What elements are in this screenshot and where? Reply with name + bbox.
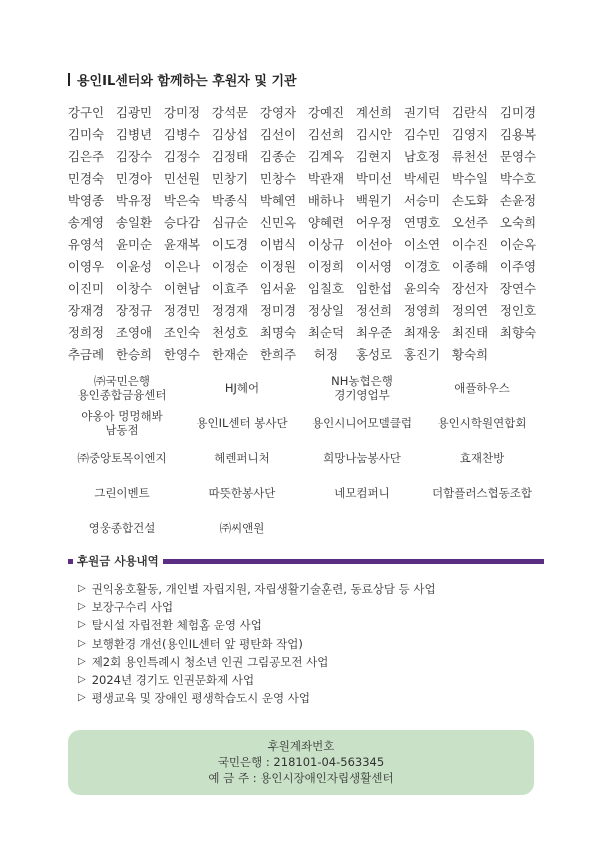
donor-name: 박영종	[67, 193, 105, 208]
donor-name: 박혜연	[259, 193, 297, 208]
donor-name: 천성호	[211, 325, 249, 340]
donor-name: 민경아	[115, 171, 153, 186]
donor-name: 박세린	[403, 171, 441, 186]
donor-name: 김종순	[259, 149, 297, 164]
organization-name: 용인IL센터 봉사단	[196, 415, 288, 430]
account-box	[68, 730, 534, 795]
donor-name: 조인숙	[163, 325, 201, 340]
donor-name: 임서윤	[259, 281, 297, 296]
donor-name: 승다감	[163, 215, 201, 230]
donor-name: 김영지	[451, 127, 489, 142]
title-bar	[68, 73, 70, 86]
donor-name: 이정희	[307, 259, 345, 274]
triangle-bullet-icon: ▷	[78, 601, 86, 613]
donor-name: 이창수	[115, 281, 153, 296]
account-bank: 국민은행 : 218101-04-563345	[217, 755, 385, 769]
donor-name: 손윤정	[499, 193, 537, 208]
usage-item-text: 2024년 경기도 인권문화제 사업	[91, 673, 255, 688]
donor-name: 정영희	[403, 303, 441, 318]
donor-name: 백원기	[355, 193, 393, 208]
donor-name: 최진태	[451, 325, 489, 340]
donor-name: 이현남	[163, 281, 201, 296]
donor-name: 이종해	[451, 259, 489, 274]
donor-name: 강예진	[307, 105, 345, 120]
donor-name: 신민옥	[259, 215, 297, 230]
usage-item-text: 평생교육 및 장애인 평생학습도시 운영 사업	[91, 691, 310, 706]
donor-name: 송일환	[115, 215, 153, 230]
donor-name: 류천선	[451, 149, 489, 164]
usage-item	[78, 635, 548, 653]
donor-name: 김병수	[163, 127, 201, 142]
organization-name: ㈜중앙토목이엔지	[77, 450, 167, 465]
donor-name: 강영자	[259, 105, 297, 120]
usage-item	[78, 598, 548, 616]
organization-name: 따뜻한봉사단	[208, 485, 276, 500]
usage-list	[78, 580, 548, 707]
organization-name: NH농협은행 경기영업부	[331, 373, 393, 402]
donor-name: 이서영	[355, 259, 393, 274]
organization-name: 애플하우스	[454, 380, 510, 395]
usage-item	[78, 671, 548, 689]
donor-name: 정희정	[67, 325, 105, 340]
donor-name: 박종식	[211, 193, 249, 208]
donor-name: 배하나	[307, 193, 345, 208]
donor-name: 강미정	[163, 105, 201, 120]
donor-name: 김상섭	[211, 127, 249, 142]
donor-name: 김선희	[307, 127, 345, 142]
organization-name: 희망나눔봉사단	[323, 450, 401, 465]
account-title: 후원계좌번호	[267, 739, 335, 753]
donor-name: 추금례	[67, 347, 105, 362]
donor-name: 조영애	[115, 325, 153, 340]
section-title-text: 용인IL센터와 함께하는 후원자 및 기관	[77, 74, 297, 89]
usage-marker	[68, 559, 73, 564]
organization-name: 용인시학원연합회	[437, 415, 527, 430]
donor-name: 윤미순	[115, 237, 153, 252]
donor-name: 김장수	[115, 149, 153, 164]
organization-name: ㈜국민은행 용인종합금융센터	[77, 373, 167, 402]
donor-name: 김정수	[163, 149, 201, 164]
donor-name: 이수진	[451, 237, 489, 252]
donor-name: 한희주	[259, 347, 297, 362]
donor-name: 남호정	[403, 149, 441, 164]
donor-name: 김시안	[355, 127, 393, 142]
donor-name: 윤의숙	[403, 281, 441, 296]
donor-name: 한승희	[115, 347, 153, 362]
usage-item-text: 탈시설 자립전환 체험홈 운영 사업	[91, 618, 262, 633]
organization-name: 야옹아 멍멍해봐 남동점	[81, 408, 163, 437]
organization-name: 그린이벤트	[94, 485, 150, 500]
donor-name: 이진미	[67, 281, 105, 296]
donor-name: 김란식	[451, 105, 489, 120]
donor-name: 박유정	[115, 193, 153, 208]
donor-name: 정경재	[211, 303, 249, 318]
usage-item	[78, 580, 548, 598]
organization-name: 영웅종합건설	[88, 520, 156, 535]
donor-name: 김광민	[115, 105, 153, 120]
usage-title: 후원금 사용내역	[77, 554, 159, 568]
triangle-bullet-icon: ▷	[78, 637, 86, 649]
donor-name: 김현지	[355, 149, 393, 164]
usage-item-text: 권익옹호활동, 개인별 자립지원, 자립생활기술훈련, 동료상담 등 사업	[91, 582, 436, 596]
donor-name: 장정규	[115, 303, 153, 318]
donor-name: 어우정	[355, 215, 393, 230]
donor-name: 민선원	[163, 171, 201, 186]
triangle-bullet-icon: ▷	[78, 655, 86, 667]
donor-name-grid	[62, 104, 542, 364]
donor-name: 강구인	[67, 105, 105, 120]
donor-name: 계선희	[355, 105, 393, 120]
donor-name: 장선자	[451, 281, 489, 296]
donor-name: 임칠호	[307, 281, 345, 296]
donor-name: 이윤성	[115, 259, 153, 274]
triangle-bullet-icon: ▷	[78, 692, 86, 704]
donor-name: 최향숙	[499, 325, 537, 340]
donor-name: 김계옥	[307, 149, 345, 164]
donor-name: 김수민	[403, 127, 441, 142]
organization-name: 헤렌퍼니처	[214, 450, 270, 465]
donor-name: 최우준	[355, 325, 393, 340]
donor-name: 정경민	[163, 303, 201, 318]
donor-name: 민경숙	[67, 171, 105, 186]
donor-name: 김선이	[259, 127, 297, 142]
donor-name: 장연수	[499, 281, 537, 296]
donor-name: 손도화	[451, 193, 489, 208]
donor-name: 오숙희	[499, 215, 537, 230]
donor-name: 정선희	[355, 303, 393, 318]
usage-item	[78, 689, 548, 707]
donor-name: 김은주	[67, 149, 105, 164]
triangle-bullet-icon: ▷	[78, 619, 86, 631]
donor-name: 김병년	[115, 127, 153, 142]
donor-name: 홍진기	[403, 347, 441, 362]
donor-name: 강석문	[211, 105, 249, 120]
donor-name: 양혜련	[307, 215, 345, 230]
donor-name: 이상규	[307, 237, 345, 252]
donor-name: 한재순	[211, 347, 249, 362]
organization-grid	[62, 370, 542, 545]
donor-name: 김정태	[211, 149, 249, 164]
donor-name: 김미숙	[67, 127, 105, 142]
organization-name: 용인시니어모델클럽	[312, 415, 412, 430]
donor-name: 연명호	[403, 215, 441, 230]
usage-item-text: 보행환경 개선(용인IL센터 앞 평탄화 작업)	[91, 636, 303, 651]
triangle-bullet-icon: ▷	[78, 674, 86, 686]
donor-name: 박미선	[355, 171, 393, 186]
donor-name: 이순옥	[499, 237, 537, 252]
donor-name: 민창수	[259, 171, 297, 186]
donor-name: 김미경	[499, 105, 537, 120]
donor-name: 이소연	[403, 237, 441, 252]
donor-name: 황숙희	[451, 347, 489, 362]
donor-name: 민창기	[211, 171, 249, 186]
usage-header	[68, 553, 544, 569]
donor-name: 이정원	[259, 259, 297, 274]
usage-item-text: 제2회 용인특례시 청소년 인권 그림공모전 사업	[91, 654, 329, 669]
donor-name: 서승미	[403, 193, 441, 208]
donor-name: 임한섭	[355, 281, 393, 296]
donor-name: 이주영	[499, 259, 537, 274]
donor-name: 송계영	[67, 215, 105, 230]
donor-name: 정미경	[259, 303, 297, 318]
triangle-bullet-icon: ▷	[78, 583, 86, 594]
donor-name: 김용복	[499, 127, 537, 142]
donor-name: 오선주	[451, 215, 489, 230]
donor-name: 박은숙	[163, 193, 201, 208]
donor-name: 문영수	[499, 149, 537, 164]
organization-name: ㈜씨앤원	[219, 520, 265, 535]
usage-divider	[163, 559, 544, 564]
organization-name: HJ헤어	[224, 380, 260, 395]
donor-name: 심규순	[211, 215, 249, 230]
donor-name: 이정순	[211, 259, 249, 274]
usage-item-text: 보장구수리 사업	[91, 600, 174, 615]
donor-name: 정인호	[499, 303, 537, 318]
organization-name: 네모컴퍼니	[334, 485, 390, 500]
organization-name: 더함플러스협동조합	[432, 485, 532, 500]
account-holder: 예 금 주 : 용인시장애인자립생활센터	[208, 771, 394, 785]
usage-item	[78, 616, 548, 634]
donor-name: 최순덕	[307, 325, 345, 340]
donor-name: 정의연	[451, 303, 489, 318]
usage-item	[78, 653, 548, 671]
section-title	[68, 70, 297, 89]
donor-name: 유영석	[67, 237, 105, 252]
donor-name: 장재경	[67, 303, 105, 318]
donor-name: 박수호	[499, 171, 537, 186]
donor-name: 이은나	[163, 259, 201, 274]
donor-name: 이경호	[403, 259, 441, 274]
donor-name: 정상일	[307, 303, 345, 318]
donor-name: 박수일	[451, 171, 489, 186]
donor-name: 한영수	[163, 347, 201, 362]
donor-name: 이영우	[67, 259, 105, 274]
donor-name: 허정	[313, 347, 339, 362]
donor-name: 이범식	[259, 237, 297, 252]
donor-name: 최명숙	[259, 325, 297, 340]
donor-name: 이도경	[211, 237, 249, 252]
donor-name: 홍성로	[355, 347, 393, 362]
donor-name: 이선아	[355, 237, 393, 252]
donor-name: 윤재복	[163, 237, 201, 252]
donor-name: 최재웅	[403, 325, 441, 340]
donor-name: 박관재	[307, 171, 345, 186]
donor-name: 권기덕	[403, 105, 441, 120]
donor-name: 이효주	[211, 281, 249, 296]
organization-name: 효재찬방	[459, 450, 505, 465]
